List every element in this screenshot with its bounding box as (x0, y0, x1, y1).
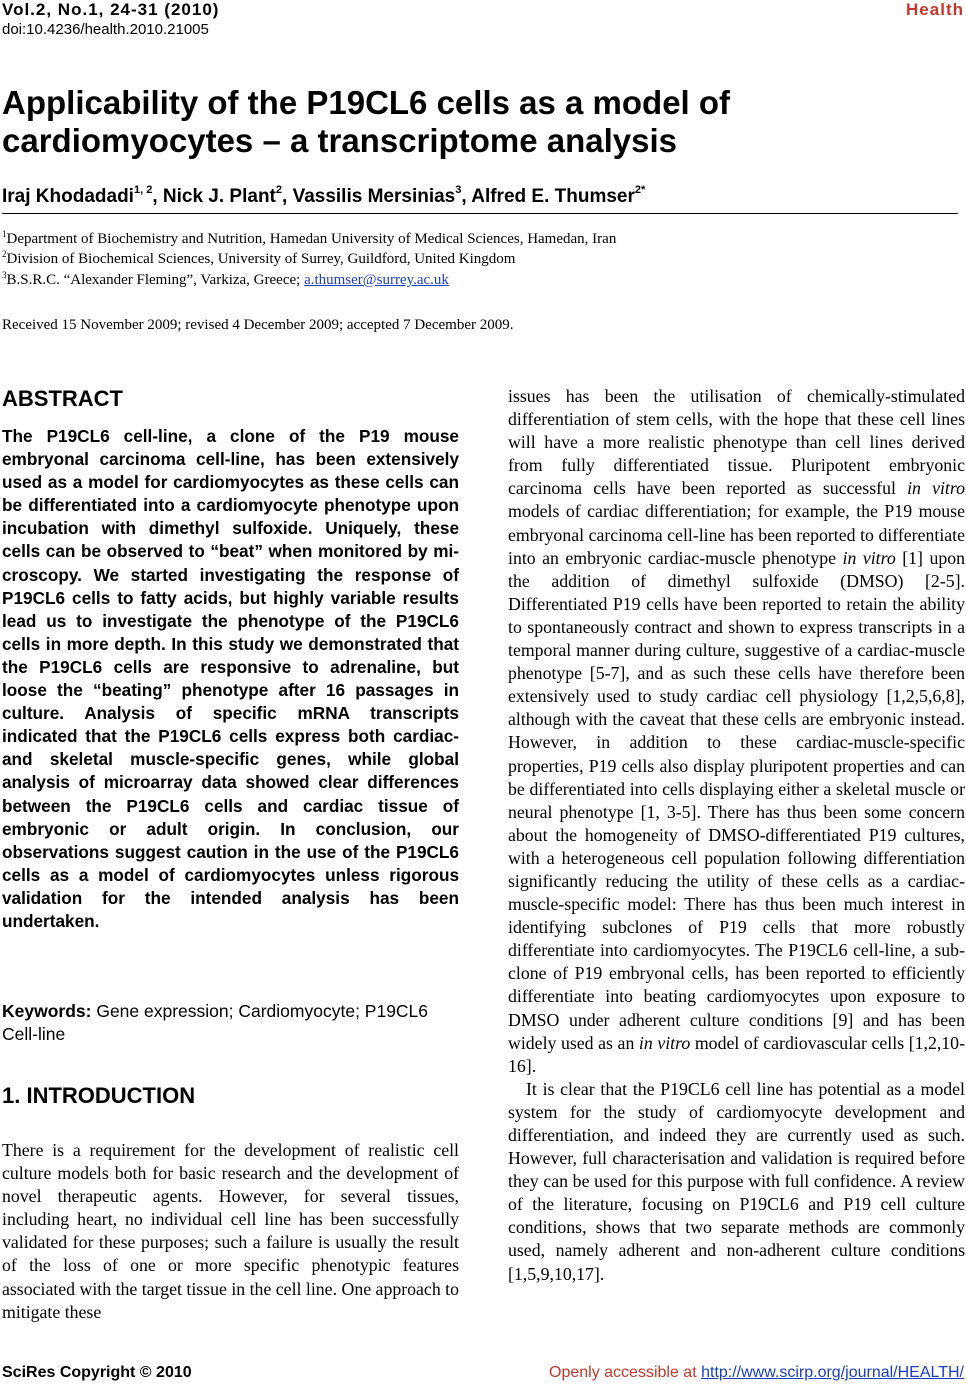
keywords-text: Gene expression; Cardiomyocyte; P19CL6 Cell-line (2, 1001, 429, 1044)
title-divider (2, 213, 958, 214)
author-separator: , (152, 186, 163, 207)
italic-term: in vitro (638, 1032, 691, 1053)
affiliation (2, 272, 449, 289)
affiliation-number: 1 (2, 229, 7, 239)
keywords (2, 1000, 462, 1046)
author-name: Nick J. Plant (162, 186, 276, 207)
paper-title: Applicability of the P19CL6 cells as a model of cardiomyocytes – a transcriptome analysis (2, 84, 731, 159)
introduction-paragraph-left: There is a requirement for the development of realistic cell culture models both for basic research and the development of novel therapeutic agents. However, for several tissues, including heart, no individual cell line has been successfully validated for these purposes; such a failure is usually the result of the loss of one or more specific phenotypic features associated with the target tissue in the cell line. One approach to mitigate these (2, 1140, 459, 1322)
keywords-label: Keywords: (2, 1001, 92, 1021)
affiliation-text: B.S.R.C. “Alexander Fleming”, Varkiza, Greece; (6, 272, 305, 288)
author-affiliation-mark: 1, 2 (133, 184, 153, 196)
italic-term: in vitro (842, 547, 896, 568)
author-affiliation-mark: 3 (455, 184, 462, 196)
abstract-text: The P19CL6 cell-line, a clone of the P19 mouse embryonal carcinoma cell-line, has been extensively used as a model for cardiomyocytes as these cells can be differentiated into a cardiomyocyte phenotype upon incubation with dimethyl sulfoxide. Uniquely, these cells can be observed to “beat” when monitored by microscopy. We started investigating the response of P19CL6 cells to fatty acids, but highly variable results lead us to investigate the phenotype of the P19CL6 cells in more depth. In this study we demonstrated that the P19CL6 cells are responsive to adrenaline, but loose the “beating” phenotype after 16 passages in culture. Analysis of specific mRNA transcripts indicated that the P19CL6 cells express both cardiac- and skeletal muscle-specific genes, while global analysis of microarray data showed clear differences between the P19CL6 cells and cardiac tissue of embryonic or adult origin. In conclusion, our observations suggest caution in the use of the P19CL6 cells as a model of cardiomyocytes unless rigorous validation for the intended analysis has been undertaken. (2, 426, 459, 931)
body-text: [1] upon the addition of dimethyl sulfoxide (DMSO) [2-5]. Differentiated P19 cells have been reported to retain the ability to spontaneously contract and shown to express transcripts in a temporal manner during culture, suggestive of a cardiac-muscle phenotype [5-7], and as such these cells have therefore been extensively used to study cardiac cell physiology [1,2,5,6,8], although with the caveat that these cells are embryonic instead. However, in addition to these cardiac-muscle-specific properties, P19 cells also display pluripotent properties and can be differentiated into cells displaying either a skeletal muscle or neural phenotype [1, 3-5]. There has thus been some concern about the homogeneity of DMSO-differentiated P19 cultures, with a heterogeneous cell population following differentiation significantly reducing the utility of these cells as a cardiac-muscle-specific model: There has thus been much interest in identifying subclones of P19 cells that more robustly differentiate into cardiomyocytes. The P19CL6 cell-line, a sub-clone of P19 embryonal cells, has been reported to efficiently differentiate into beating cardiomyocytes upon exposure to DMSO under adherent culture conditions [9] and has been widely used as an (508, 547, 966, 1053)
body-text: issues has been the utilisation of chemically-stimulated differentiation of stem cells, with the hope that these cell lines will have a more realistic phenotype than cell lines derived from fully differentiated tissue. Pluripotent embryonic carcinoma cells have been reported as successful (508, 386, 965, 499)
author-name: Iraj Khodadadi (2, 186, 134, 207)
right-column (508, 385, 965, 1286)
abstract-heading: ABSTRACT (2, 386, 123, 411)
italic-term: in vitro (907, 478, 965, 499)
corresponding-email-link[interactable]: a.thumser@surrey.ac.uk (304, 272, 449, 288)
affiliation (2, 251, 515, 268)
open-access-label: Openly accessible at (549, 1364, 702, 1381)
affiliation-number: 3 (2, 270, 7, 280)
author-affiliation-mark: 2* (634, 184, 646, 196)
affiliation-text: Department of Biochemistry and Nutrition, Hamedan University of Medical Sciences, Hamedan, Iran (6, 231, 617, 247)
journal-volume-info: Vol.2, No.1, 24-31 (2010) (2, 0, 220, 19)
author-name: Alfred E. Thumser (471, 186, 635, 207)
introduction-heading: 1. INTRODUCTION (2, 1083, 196, 1108)
introduction-paragraph (508, 385, 965, 1078)
affiliation (2, 231, 616, 248)
copyright-notice: SciRes Copyright © 2010 (2, 1364, 192, 1381)
affiliation-number: 2 (2, 249, 7, 259)
journal-name: Health (906, 0, 964, 19)
author-separator: , (282, 186, 293, 207)
author-list (2, 186, 645, 208)
received-dates: Received 15 November 2009; revised 4 December 2009; accepted 7 December 2009. (2, 317, 514, 333)
author-affiliation-mark: 2 (275, 184, 283, 196)
affiliation-text: Division of Biochemical Sciences, University of Surrey, Guildford, United Kingdom (6, 251, 516, 267)
author-separator: , (461, 186, 472, 207)
introduction-paragraph: It is clear that the P19CL6 cell line has potential as a model system for the study of cardiomyocyte development and differentiation, and indeed they are currently used as such. However, full characterisation and validation is required before they can be used for this purpose with full confidence. A review of the literature, focusing on P19CL6 and P19 cell culture conditions, shows that two separate methods are commonly used, namely adherent and non-adherent culture conditions [1,5,9,10,17]. (508, 1078, 965, 1284)
doi: doi:10.4236/health.2010.21005 (2, 21, 209, 38)
body-text: models of cardiac differentiation; for example, the P19 mouse embryonal carcinoma cell-line has been reported to differentiate into an embryonic cardiac-muscle phenotype (508, 501, 965, 568)
author-name: Vassilis Mersinias (292, 186, 456, 207)
journal-url-link[interactable]: http://www.scirp.org/journal/HEALTH/ (701, 1364, 964, 1381)
open-access-notice (549, 1364, 964, 1382)
body-text: model of cardiovascular cells [1,2,10-16]. (508, 1032, 965, 1076)
